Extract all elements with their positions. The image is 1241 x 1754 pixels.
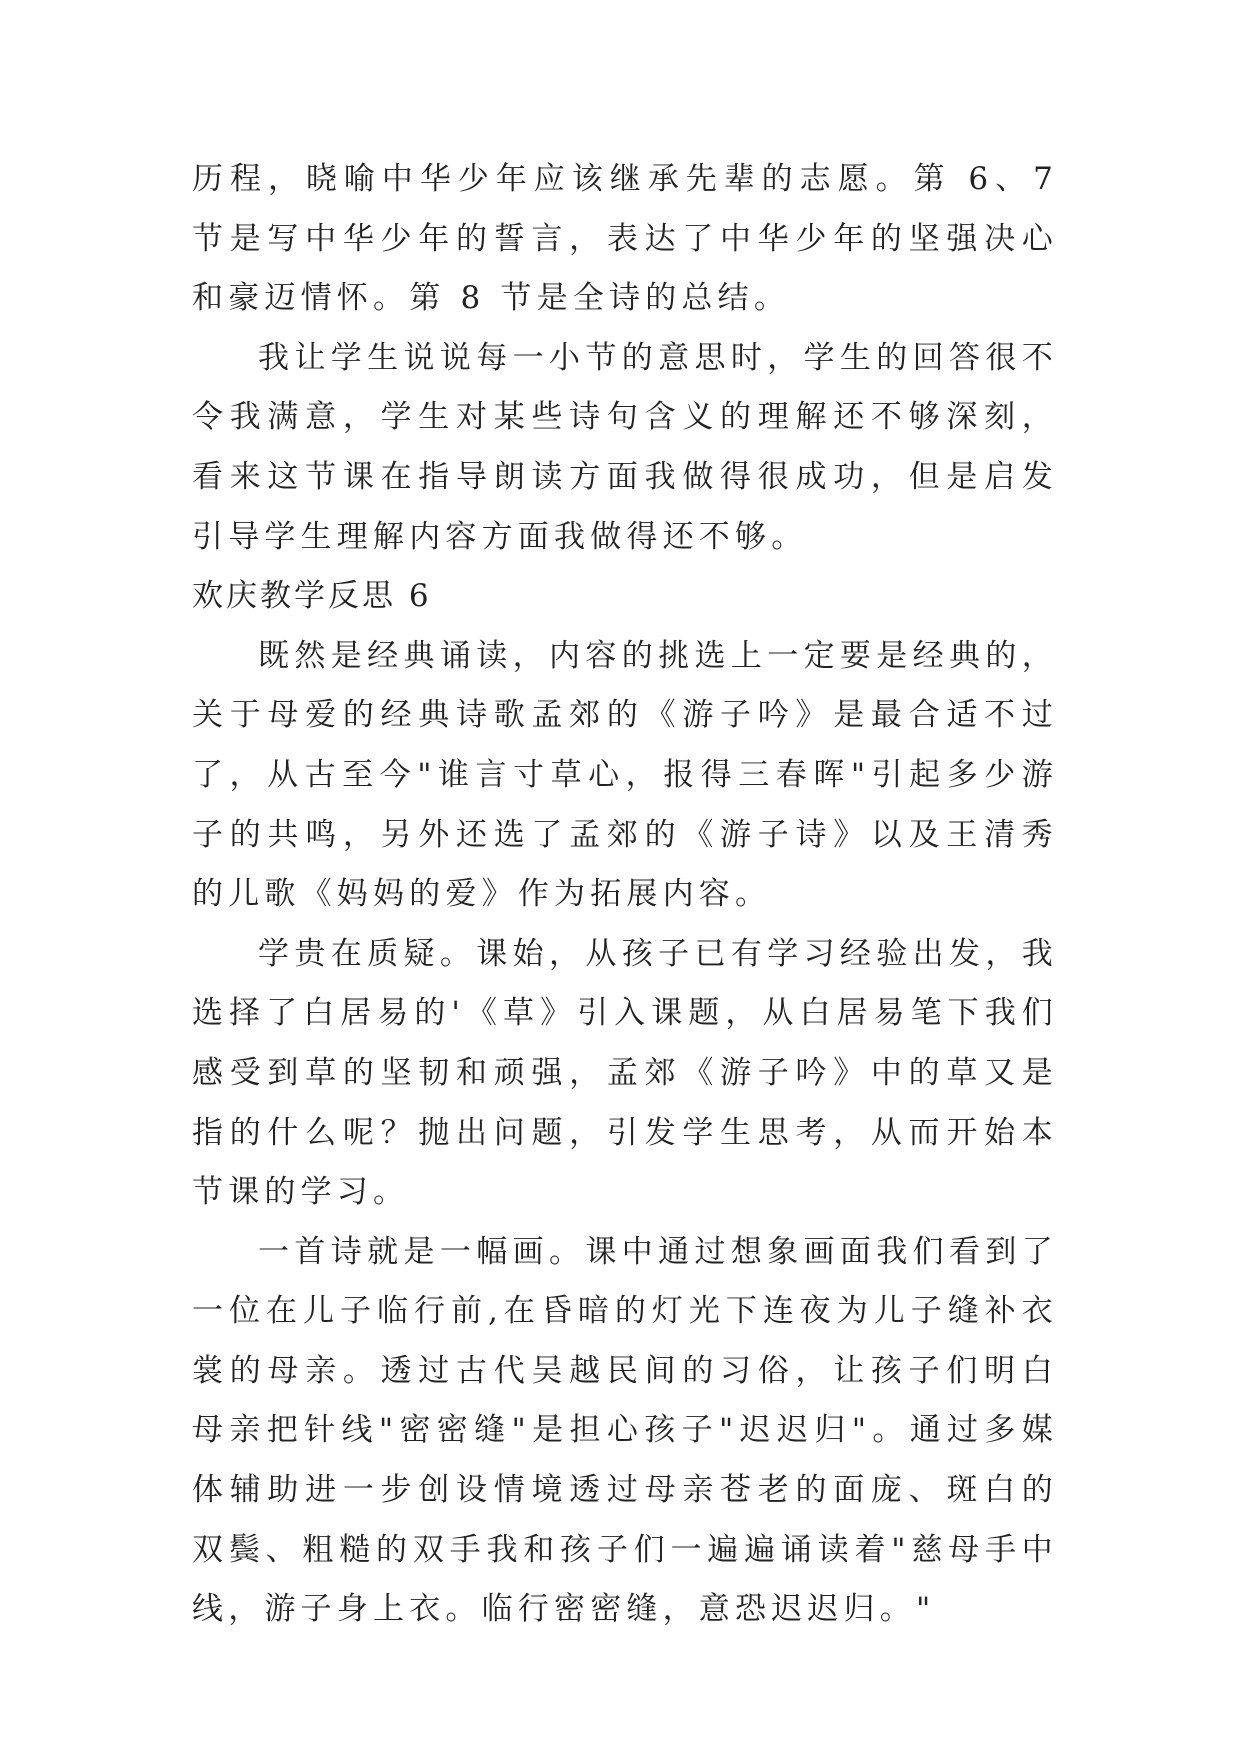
paragraph-5: 一首诗就是一幅画。课中通过想象画面我们看到了一位在儿子临行前,在昏暗的灯光下连夜为儿子缝补衣裳的母亲。透过古代吴越民间的习俗，让孩子们明白母亲把针线"密密缝"是担心孩子"迟迟归"。通过多媒体辅助进一步创设情境透过母亲苍老的面庞、斑白的双鬓、粗糙的双手我和孩子们一遍遍诵读着"慈母手中线，游子身上衣。临行密密缝，意恐迟迟归。" bbox=[192, 1233, 1058, 1628]
paragraph-4: 学贵在质疑。课始，从孩子已有学习经验出发，我选择了白居易的'《草》引入课题，从白居易笔下我们感受到草的坚韧和顽强，孟郊《游子吟》中的草又是指的什么呢？抛出问题，引发学生思考，从而开始本节课的学习。 bbox=[192, 935, 1058, 1211]
document-page bbox=[192, 150, 1058, 1640]
paragraph-1: 历程，晓喻中华少年应该继承先辈的志愿。第 6、7 节是写中华少年的誓言，表达了中华少年的坚强决心和豪迈情怀。第 8 节是全诗的总结。 bbox=[192, 161, 1058, 317]
paragraph-2: 我让学生说说每一小节的意思时，学生的回答很不令我满意，学生对某些诗句含义的理解还不够深刻，看来这节课在指导朗读方面我做得很成功，但是启发引导学生理解内容方面我做得还不够。 bbox=[192, 339, 1058, 555]
section-heading: 欢庆教学反思 6 bbox=[192, 578, 432, 615]
paragraph-3: 既然是经典诵读，内容的挑选上一定要是经典的，关于母爱的经典诗歌孟郊的《游子吟》是最合适不过了，从古至今"谁言寸草心，报得三春晖"引起多少游子的共鸣，另外还选了孟郊的《游子诗》以及王清秀的儿歌《妈妈的爱》作为拓展内容。 bbox=[192, 637, 1058, 913]
